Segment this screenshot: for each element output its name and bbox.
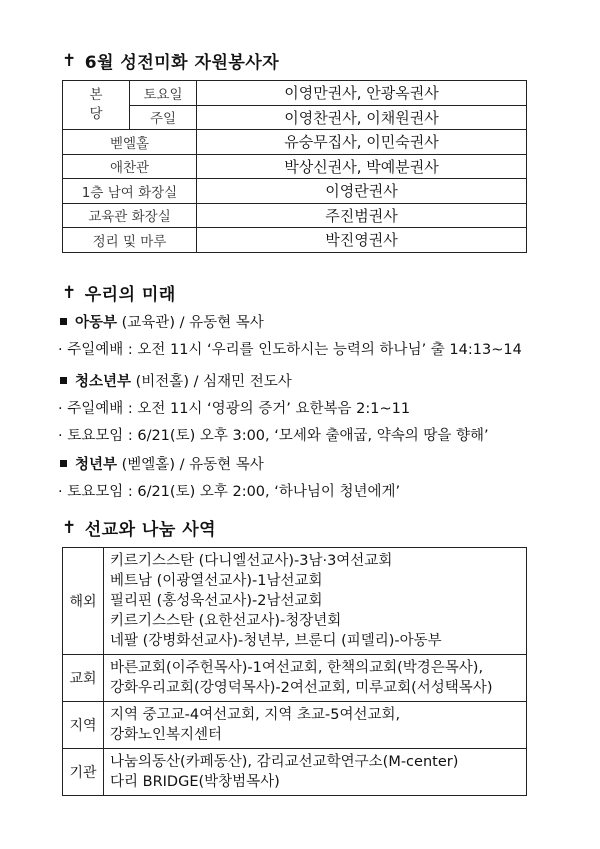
row-value: 박상신권사, 박예분권사 <box>197 154 527 179</box>
items-cell <box>104 655 527 702</box>
mission-item: 다리 BRIDGE(박창범목사) <box>110 774 280 790</box>
group-detail: (교육관) / 유동현 목사 <box>117 315 264 331</box>
table-row <box>63 702 527 749</box>
category-cell: 지역 <box>63 702 104 749</box>
row-label: 주일 <box>130 105 197 130</box>
group-name: 아동부 <box>75 315 118 331</box>
row-value: 유숭무집사, 이민숙권사 <box>197 130 527 155</box>
table-row <box>63 749 527 796</box>
row-label: 1층 남여 화장실 <box>63 179 197 204</box>
section-title-text: 선교와 나눔 사역 <box>84 520 217 540</box>
table-row <box>63 105 527 130</box>
volunteers-table <box>62 80 527 253</box>
group-youth <box>60 370 292 391</box>
square-bullet-icon <box>60 460 67 467</box>
mission-item: 네팔 (강병화선교사)-청년부, 브룬디 (피델리)-아동부 <box>110 633 442 649</box>
items-cell <box>104 702 527 749</box>
main-label-bottom: 당 <box>89 106 103 122</box>
mission-item: 나눔의동산(카페동산), 감리교선교학연구소(M-center) <box>110 754 459 770</box>
group-young-adults <box>60 453 264 474</box>
items-cell <box>104 749 527 796</box>
row-label: 애찬관 <box>63 154 197 179</box>
table-row <box>63 228 527 253</box>
schedule-line: · 주일예배 : 오전 11시 ‘우리를 인도하시는 능력의 하나님’ 출 14:13~14 <box>58 342 522 358</box>
row-label: 벧엘홀 <box>63 130 197 155</box>
table-row <box>63 81 527 106</box>
row-label: 정리 및 마루 <box>63 228 197 253</box>
group-children <box>60 311 264 332</box>
cross-icon: ✝ <box>62 282 77 303</box>
group-name: 청년부 <box>75 457 118 473</box>
table-row <box>63 655 527 702</box>
table-row <box>63 179 527 204</box>
category-cell: 해외 <box>63 548 104 655</box>
cross-icon: ✝ <box>62 50 77 71</box>
row-value: 이영찬권사, 이채원권사 <box>197 105 527 130</box>
table-row <box>63 130 527 155</box>
schedule-line: · 주일예배 : 오전 11시 ‘영광의 증거’ 요한복음 2:1~11 <box>58 401 411 417</box>
category-cell: 기관 <box>63 749 104 796</box>
section-title-text: 6월 성전미화 자원봉사자 <box>84 53 280 73</box>
mission-item: 강화우리교회(강영덕목사)-2여선교회, 미루교회(서성택목사) <box>110 680 493 696</box>
schedule-line: · 토요모임 : 6/21(토) 오후 2:00, ‘하나님이 청년에게’ <box>58 484 401 500</box>
mission-table <box>62 547 527 796</box>
section-volunteers-title <box>62 48 279 73</box>
group-name: 청소년부 <box>75 374 132 390</box>
square-bullet-icon <box>60 318 67 325</box>
row-value: 이영란권사 <box>197 179 527 204</box>
main-sanctuary-cell <box>63 81 130 130</box>
section-title-text: 우리의 미래 <box>84 285 176 305</box>
group-detail: (벧엘홀) / 유동현 목사 <box>117 457 264 473</box>
items-cell <box>104 548 527 655</box>
mission-item: 필리핀 (홍성욱선교사)-2남선교회 <box>110 593 323 609</box>
category-cell: 교회 <box>63 655 104 702</box>
schedule-line: · 토요모임 : 6/21(토) 오후 3:00, ‘모세와 출애굽, 약속의 땅을 향해’ <box>58 428 489 444</box>
row-label: 토요일 <box>130 81 197 106</box>
mission-item: 키르기스스탄 (요한선교사)-청장년회 <box>110 613 342 629</box>
section-mission-title <box>62 515 216 540</box>
mission-item: 키르기스스탄 (다니엘선교사)-3남·3여선교회 <box>110 553 393 569</box>
square-bullet-icon <box>60 377 67 384</box>
row-value: 주진범권사 <box>197 203 527 228</box>
cross-icon: ✝ <box>62 517 77 538</box>
row-label: 교육관 화장실 <box>63 203 197 228</box>
row-value: 이영만권사, 안광옥권사 <box>197 81 527 106</box>
section-future-title <box>62 280 176 305</box>
row-value: 박진영권사 <box>197 228 527 253</box>
mission-item: 바른교회(이주헌목사)-1여선교회, 한책의교회(박경은목사), <box>110 660 484 676</box>
mission-item: 베트남 (이광열선교사)-1남선교회 <box>110 573 323 589</box>
table-row <box>63 154 527 179</box>
mission-item: 강화노인복지센터 <box>110 727 223 743</box>
table-row <box>63 203 527 228</box>
group-detail: (비전홀) / 심재민 전도사 <box>131 374 292 390</box>
table-row <box>63 548 527 655</box>
main-label-top: 본 <box>89 87 103 103</box>
mission-item: 지역 중고교-4여선교회, 지역 초교-5여선교회, <box>110 707 401 723</box>
